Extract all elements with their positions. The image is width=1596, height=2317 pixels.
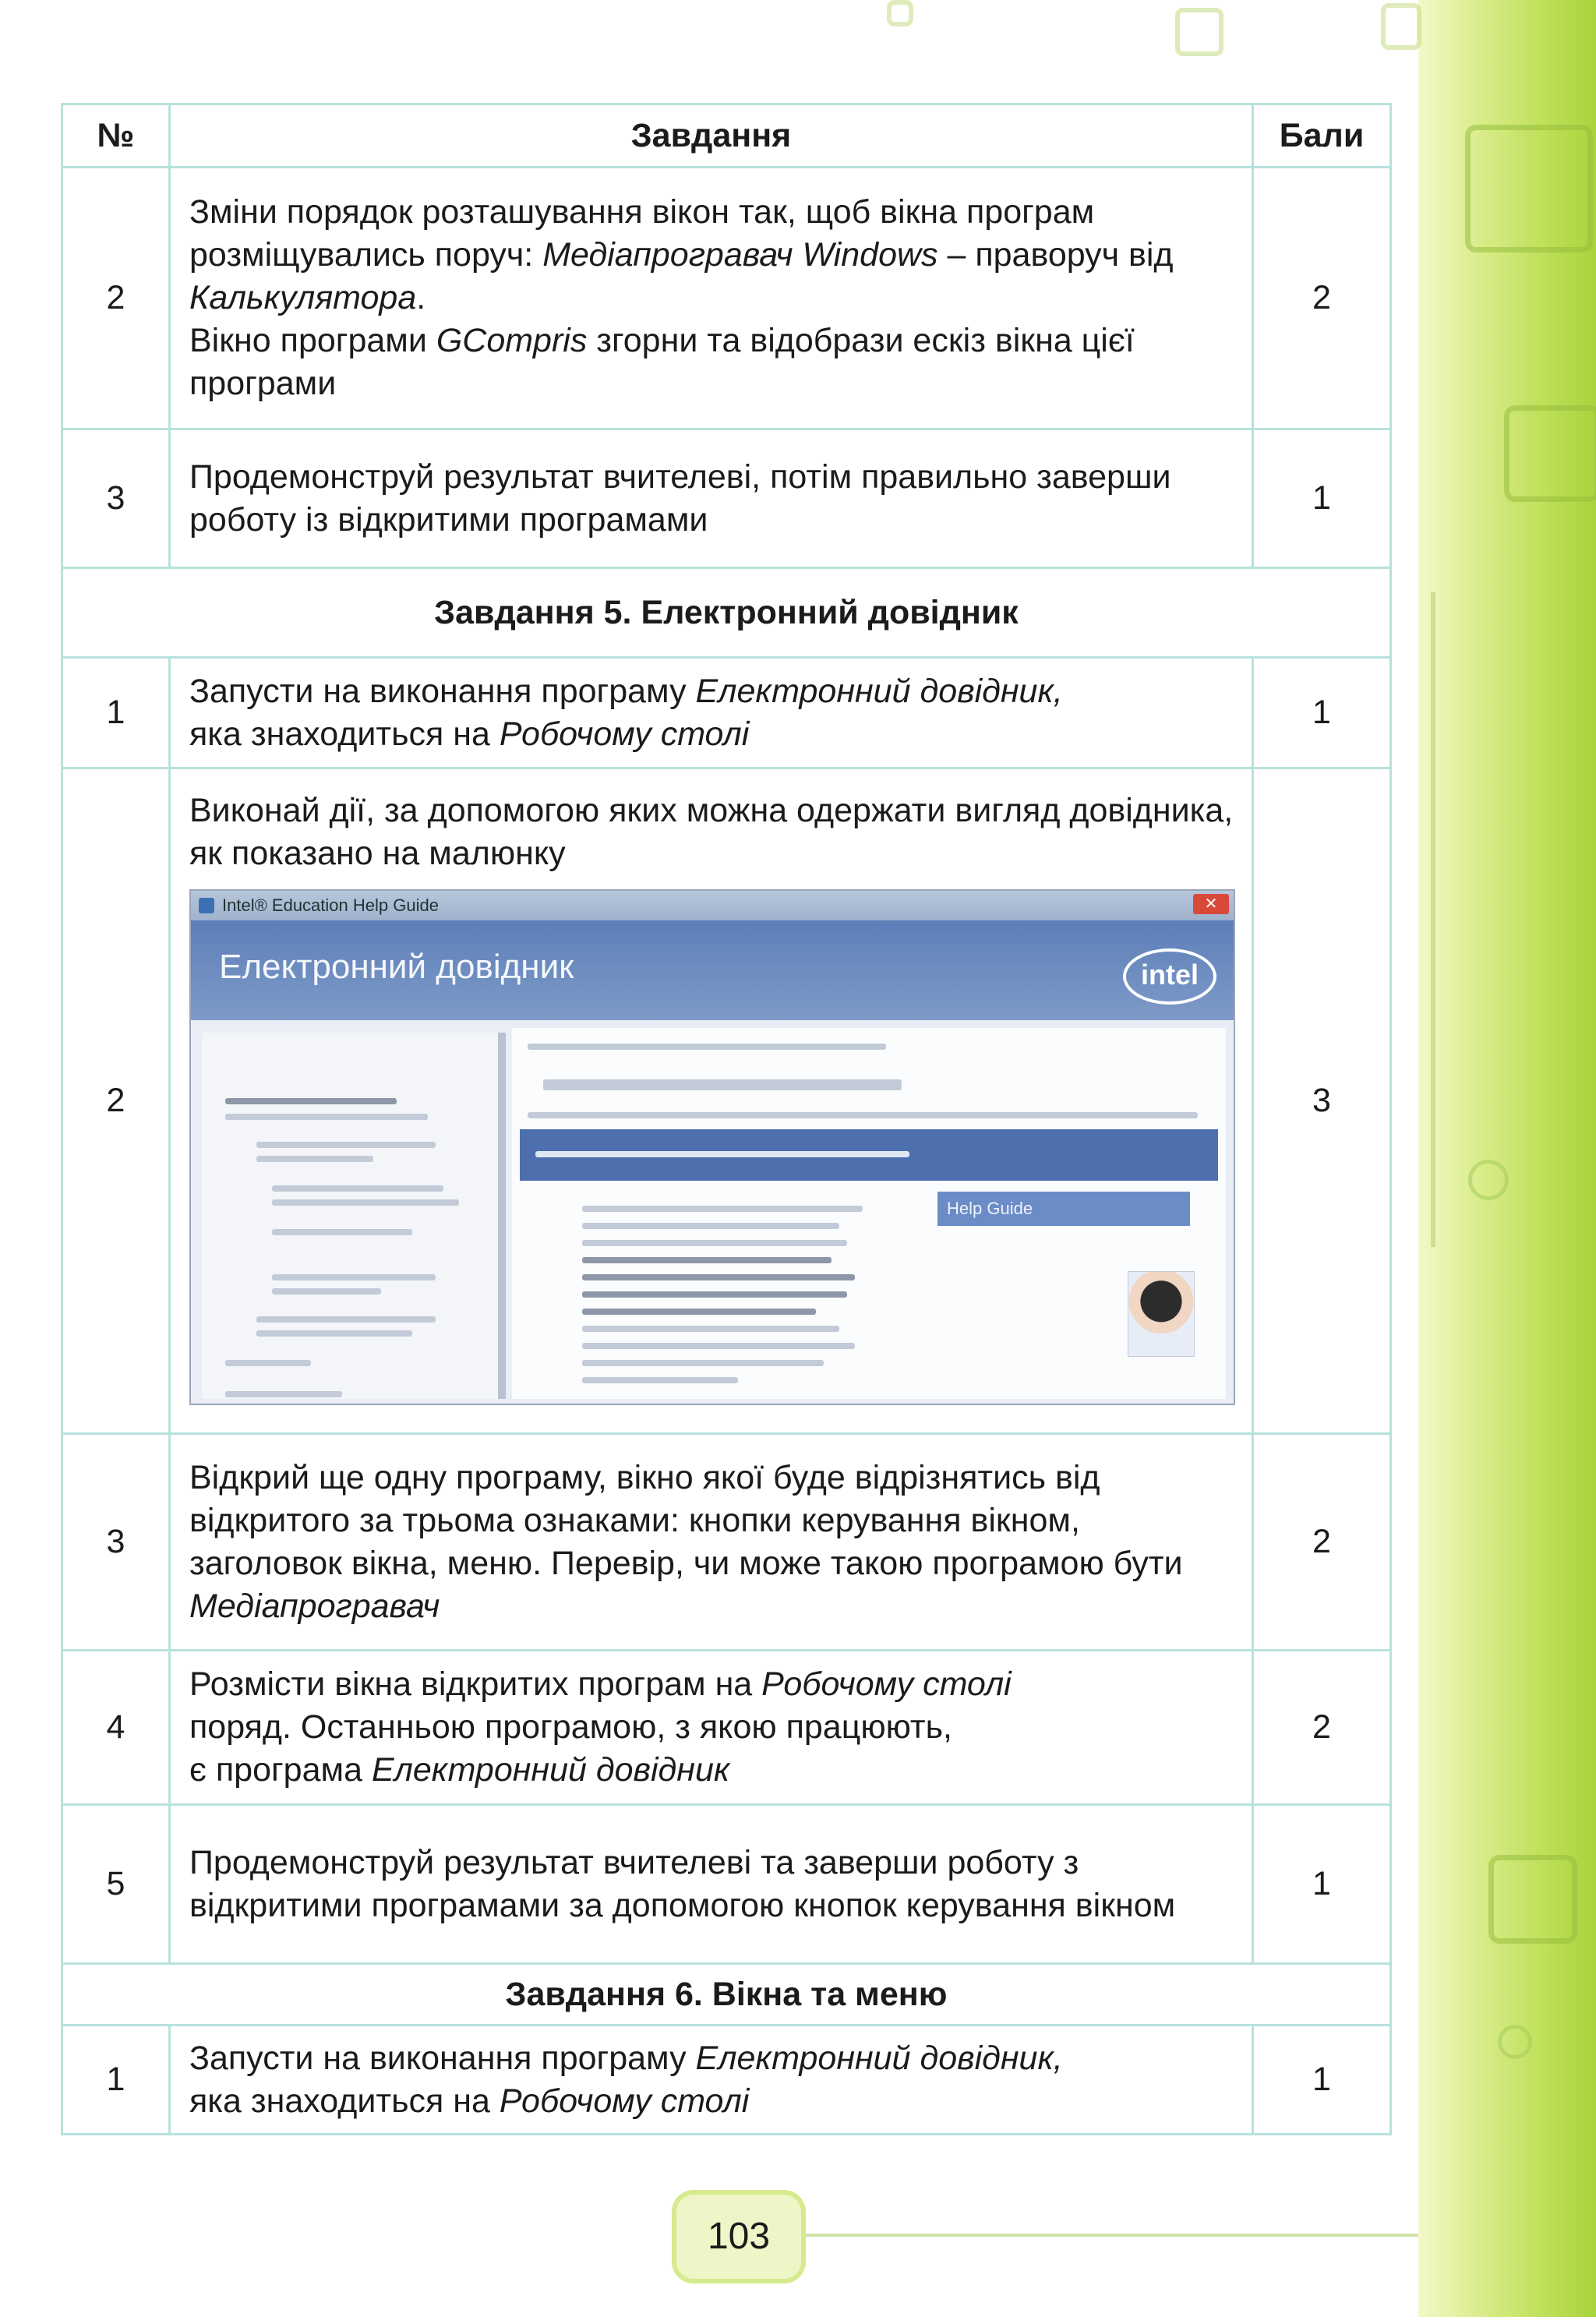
breadcrumb-line <box>528 1044 886 1050</box>
task-line <box>189 713 1234 756</box>
decorative-green-band <box>1418 0 1596 2317</box>
decorative-square <box>1381 3 1421 50</box>
nav-entry <box>256 1142 436 1148</box>
task-text: Запусти на виконання програму <box>189 672 696 710</box>
header-points: Бали <box>1253 104 1391 168</box>
nav-entry <box>256 1316 436 1323</box>
task-text: поряд. Останньою програмою, з якою працюють, <box>189 1708 952 1746</box>
table-row <box>62 1805 1391 1964</box>
table-row <box>62 1651 1391 1805</box>
content-line <box>582 1343 855 1349</box>
row-points: 1 <box>1253 1805 1391 1964</box>
content-line <box>582 1326 839 1332</box>
nav-entry <box>272 1288 381 1294</box>
content-line <box>582 1223 839 1229</box>
row-task <box>170 768 1253 1434</box>
row-task <box>170 658 1253 768</box>
desktop-name: Робочому столі <box>761 1665 1012 1703</box>
row-points: 1 <box>1253 658 1391 768</box>
decorative-circle <box>1468 1160 1509 1200</box>
task-text: – праворуч від <box>937 236 1174 274</box>
nav-entry <box>272 1185 443 1192</box>
program-name: Електронний довідник, <box>695 2039 1063 2077</box>
nav-entry <box>256 1156 373 1162</box>
row-task <box>170 168 1253 429</box>
content-line <box>582 1240 847 1246</box>
footer-line <box>803 2234 1418 2237</box>
content-line <box>582 1377 738 1383</box>
row-points: 3 <box>1253 768 1391 1434</box>
nav-entry <box>225 1360 311 1366</box>
task-line <box>189 191 1234 234</box>
program-name: Медіапрогравач Windows <box>542 236 938 274</box>
decorative-circle <box>1498 2025 1532 2059</box>
program-name: GCompris <box>436 322 588 359</box>
decorative-square <box>887 0 913 26</box>
task-text: Виконай дії, за допомогою яких можна одержати вигляд довідника, як показано на малюнку <box>189 791 1234 872</box>
task-text: яка знаходиться на <box>189 715 500 753</box>
program-name: Калькулятора <box>189 279 417 316</box>
row-number: 5 <box>62 1805 170 1964</box>
decorative-square <box>1488 1855 1577 1944</box>
desktop-name: Робочому столі <box>499 715 750 753</box>
decorative-square <box>1504 405 1596 502</box>
topic-title-line <box>543 1079 902 1090</box>
nav-entry <box>225 1098 397 1104</box>
row-number: 3 <box>62 429 170 568</box>
nav-entry <box>272 1199 459 1206</box>
content-line <box>582 1206 863 1212</box>
guide-navigation-pane <box>202 1033 506 1399</box>
guide-heading: Електронний довідник <box>219 947 574 986</box>
nav-entry <box>225 1114 428 1120</box>
section-bar <box>520 1129 1218 1181</box>
help-guide-panel: Help Guide <box>937 1192 1190 1226</box>
row-number: 3 <box>62 1434 170 1651</box>
task-text: яка знаходиться на <box>189 2082 500 2120</box>
task-line <box>189 320 1234 405</box>
task-line <box>189 2080 1234 2123</box>
row-points: 1 <box>1253 429 1391 568</box>
nav-entry <box>272 1229 412 1235</box>
window-titlebar <box>191 891 1234 920</box>
table-row <box>62 168 1391 429</box>
content-line <box>582 1309 816 1315</box>
row-task <box>170 429 1253 568</box>
row-number: 4 <box>62 1651 170 1805</box>
task-text: Вікно програми <box>189 322 436 359</box>
intel-logo: intel <box>1123 948 1216 1005</box>
help-guide-screenshot <box>189 889 1235 1405</box>
task-line <box>189 2037 1234 2080</box>
decorative-square <box>1175 8 1223 56</box>
program-name: Електронний довідник <box>371 1751 730 1789</box>
guide-header <box>191 920 1234 1020</box>
task-text: Продемонструй результат вчителеві, потім правильно заверши роботу із відкритими програмами <box>189 457 1171 539</box>
header-task: Завдання <box>170 104 1253 168</box>
row-task <box>170 1434 1253 1651</box>
decorative-square <box>1465 125 1593 253</box>
task-line <box>189 1663 1234 1706</box>
table-row <box>62 768 1391 1434</box>
table-row <box>62 658 1391 768</box>
task-text: згорни та відобрази ескіз вікна цієї програми <box>189 322 1135 402</box>
section-bar-text <box>535 1151 909 1157</box>
task-line <box>189 670 1234 713</box>
section-row <box>62 1964 1391 2026</box>
close-icon: ✕ <box>1193 894 1229 914</box>
nav-entry <box>256 1330 412 1337</box>
row-number: 1 <box>62 2026 170 2135</box>
section-title-5: Завдання 5. Електронний довідник <box>62 568 1391 658</box>
tasks-table <box>61 103 1392 2135</box>
window-title: Intel® Education Help Guide <box>222 895 439 915</box>
row-points: 1 <box>1253 2026 1391 2135</box>
content-line <box>582 1274 855 1280</box>
guide-content-pane <box>512 1028 1226 1399</box>
row-task <box>170 2026 1253 2135</box>
task-text: Запусти на виконання програму <box>189 2039 696 2077</box>
nav-entry <box>272 1274 436 1280</box>
row-task <box>170 1651 1253 1805</box>
table-header-row <box>62 104 1391 168</box>
nav-entry <box>225 1391 342 1397</box>
task-text: Розмісти вікна відкритих програм на <box>189 1665 762 1703</box>
program-name: Електронний довідник, <box>695 672 1063 710</box>
row-number: 1 <box>62 658 170 768</box>
table-row <box>62 429 1391 568</box>
row-task: Продемонструй результат вчителеві та заверши роботу з відкритими програмами за допомогою кнопок керування вікном <box>170 1805 1253 1964</box>
task-text: розміщувались поруч: <box>189 236 543 274</box>
content-line <box>582 1257 832 1263</box>
task-line <box>189 234 1234 320</box>
table-row <box>62 1434 1391 1651</box>
task-text: . <box>416 279 426 316</box>
table-row <box>62 2026 1391 2135</box>
header-number: № <box>62 104 170 168</box>
task-line <box>189 1749 1234 1792</box>
section-title-6: Завдання 6. Вікна та меню <box>62 1964 1391 2026</box>
decorative-line <box>1431 592 1435 1247</box>
row-points: 2 <box>1253 168 1391 429</box>
row-number: 2 <box>62 768 170 1434</box>
row-number: 2 <box>62 168 170 429</box>
task-text: Зміни порядок розташування вікон так, щоб вікна програм <box>189 193 1095 231</box>
program-name: Медіапрогравач <box>189 1587 440 1625</box>
app-icon <box>199 898 214 913</box>
task-text: Відкрий ще одну програму, вікно якої буде відрізнятись від відкритого за трьома ознаками: кнопки керування вікном, заголовок вікна, меню. Перевір, чи може такою програмою бути <box>189 1458 1183 1582</box>
section-row <box>62 568 1391 658</box>
desktop-name: Робочому столі <box>499 2082 750 2120</box>
content-line <box>582 1291 847 1298</box>
task-text: є програма <box>189 1751 372 1789</box>
intro-line <box>528 1112 1198 1118</box>
row-points: 2 <box>1253 1434 1391 1651</box>
assistant-avatar <box>1128 1271 1195 1357</box>
page-number: 103 <box>672 2190 806 2283</box>
row-points: 2 <box>1253 1651 1391 1805</box>
content-line <box>582 1360 824 1366</box>
